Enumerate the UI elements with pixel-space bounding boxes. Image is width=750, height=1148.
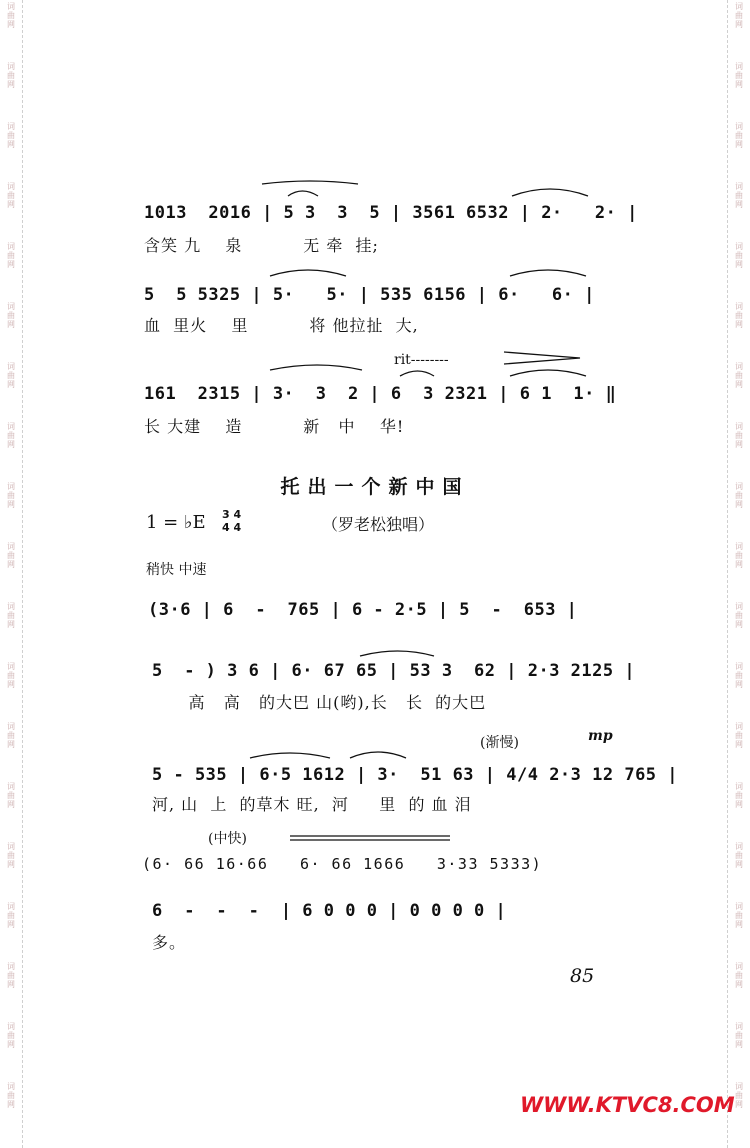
watermark-glyph: 词: [735, 122, 743, 131]
watermark-glyph: 网: [7, 440, 15, 449]
watermark-glyph: 曲: [7, 851, 15, 860]
score-line-3-notes: 161 2315 | 3· 3 2 | 6 3 2321 | 6 1 1· ‖: [144, 384, 617, 404]
watermark-glyph: 曲: [735, 491, 743, 500]
singer-credit: （罗老松独唱）: [322, 515, 435, 534]
score-line-2-lyrics: 血 里火 里 将 他拉扯 大,: [144, 316, 419, 335]
watermark-glyph: 曲: [735, 971, 743, 980]
watermark-glyph: 网: [735, 1040, 743, 1049]
watermark-glyph: 曲: [7, 431, 15, 440]
score-line-1-notes: 1013 2016 | 5 3 3 5 | 3561 6532 | 2· 2· |: [144, 203, 638, 223]
watermark-glyph: 词: [7, 962, 15, 971]
website-watermark: WWW.KTVC8.COM: [520, 1093, 735, 1117]
watermark-glyph: 词: [7, 62, 15, 71]
watermark-glyph: 网: [7, 20, 15, 29]
watermark-glyph: 曲: [735, 1091, 743, 1100]
score-line-5-lyrics: 高 高 的大巴 山(哟),长 长 的大巴: [152, 693, 487, 712]
watermark-glyph: 网: [735, 440, 743, 449]
slur-arc: [250, 753, 330, 758]
watermark-glyph: 曲: [7, 371, 15, 380]
watermark-glyph: 词: [7, 302, 15, 311]
watermark-glyph: 词: [7, 662, 15, 671]
watermark-glyph: 曲: [735, 611, 743, 620]
watermark-glyph: 词: [735, 422, 743, 431]
watermark-glyph: 网: [735, 80, 743, 89]
watermark-glyph: 曲: [735, 191, 743, 200]
watermark-glyph: 网: [735, 680, 743, 689]
watermark-glyph: 网: [7, 320, 15, 329]
watermark-glyph: 网: [7, 380, 15, 389]
score-line-8-lyrics: 多。: [152, 933, 187, 952]
watermark-glyph: 网: [735, 140, 743, 149]
watermark-glyph: 网: [735, 380, 743, 389]
watermark-glyph: 网: [735, 320, 743, 329]
score-line-8-notes: 6 - - - | 6 0 0 0 | 0 0 0 0 |: [152, 901, 507, 921]
watermark-glyph: 词: [7, 422, 15, 431]
watermark-glyph: 网: [735, 20, 743, 29]
slur-arc: [510, 370, 586, 376]
score-line-6-lyrics: 河, 山 上 的草木 旺, 河 里 的 血 泪: [152, 795, 472, 814]
watermark-glyph: 词: [735, 302, 743, 311]
slur-arc: [270, 270, 346, 276]
watermark-glyph: 曲: [7, 791, 15, 800]
watermark-glyph: 曲: [7, 1031, 15, 1040]
watermark-glyph: 网: [7, 680, 15, 689]
watermark-glyph: 曲: [735, 1031, 743, 1040]
watermark-glyph: 网: [735, 200, 743, 209]
watermark-glyph: 词: [7, 842, 15, 851]
watermark-glyph: 曲: [7, 11, 15, 20]
watermark-glyph: 网: [7, 860, 15, 869]
watermark-glyph: 网: [735, 500, 743, 509]
watermark-glyph: 词: [735, 902, 743, 911]
meter-numerators: 3 4: [222, 508, 242, 521]
watermark-glyph: 词: [7, 482, 15, 491]
rit-marking: rit--------: [394, 352, 449, 368]
watermark-glyph: 网: [7, 260, 15, 269]
slur-arc: [270, 365, 362, 370]
watermark-glyph: 网: [735, 860, 743, 869]
watermark-glyph: 曲: [7, 911, 15, 920]
slur-arc: [400, 371, 434, 376]
watermark-glyph: 词: [735, 782, 743, 791]
score-line-1-lyrics: 含笑 九 泉 无 牵 挂;: [144, 236, 379, 255]
watermark-glyph: 曲: [735, 851, 743, 860]
watermark-glyph: 网: [7, 800, 15, 809]
song-title: 托出一个新中国: [280, 476, 470, 498]
watermark-glyph: 曲: [735, 311, 743, 320]
watermark-glyph: 曲: [7, 671, 15, 680]
watermark-glyph: 词: [7, 122, 15, 131]
watermark-glyph: 曲: [7, 491, 15, 500]
crescendo-hairpin: [504, 352, 580, 364]
watermark-glyph: 曲: [735, 71, 743, 80]
slur-arc: [288, 191, 318, 196]
watermark-glyph: 词: [735, 1082, 743, 1091]
tempo-marking: 稍快 中速: [146, 562, 207, 578]
watermark-glyph: 网: [7, 1040, 15, 1049]
watermark-glyph: 曲: [735, 131, 743, 140]
key-signature: 1 = ♭E: [146, 512, 206, 533]
watermark-glyph: 网: [735, 800, 743, 809]
slur-arc: [360, 651, 434, 656]
score-line-6-notes: 5 - 535 | 6·5 1612 | 3· 51 63 | 4/4 2·3 12 765 |: [152, 765, 679, 785]
watermark-glyph: 网: [7, 920, 15, 929]
tempo-change-marking: (中快): [208, 831, 247, 847]
watermark-glyph: 网: [7, 500, 15, 509]
watermark-glyph: 词: [735, 962, 743, 971]
watermark-glyph: 网: [735, 260, 743, 269]
watermark-glyph: 曲: [7, 971, 15, 980]
watermark-glyph: 词: [735, 242, 743, 251]
watermark-glyph: 词: [735, 362, 743, 371]
dynamic-marking: mp: [588, 728, 613, 744]
watermark-glyph: 网: [7, 1100, 15, 1109]
watermark-glyph: 曲: [735, 911, 743, 920]
watermark-glyph: 词: [7, 782, 15, 791]
watermark-glyph: 词: [735, 542, 743, 551]
watermark-glyph: 曲: [7, 1091, 15, 1100]
watermark-glyph: 词: [7, 602, 15, 611]
watermark-glyph: 网: [735, 740, 743, 749]
watermark-glyph: 词: [735, 182, 743, 191]
ritardando-marking: (渐慢): [480, 735, 519, 751]
watermark-glyph: 词: [7, 542, 15, 551]
watermark-glyph: 曲: [7, 131, 15, 140]
watermark-glyph: 网: [7, 980, 15, 989]
watermark-glyph: 曲: [7, 311, 15, 320]
watermark-glyph: 词: [735, 602, 743, 611]
watermark-glyph: 词: [735, 722, 743, 731]
watermark-glyph: 词: [7, 902, 15, 911]
watermark-glyph: 曲: [735, 251, 743, 260]
watermark-glyph: 网: [7, 560, 15, 569]
watermark-glyph: 词: [7, 1082, 15, 1091]
watermark-glyph: 词: [735, 2, 743, 11]
watermark-glyph: 曲: [7, 731, 15, 740]
meter-denominators: 4 4: [222, 521, 242, 534]
watermark-glyph: 网: [7, 140, 15, 149]
watermark-glyph: 网: [7, 200, 15, 209]
page-number: 85: [570, 965, 595, 987]
watermark-glyph: 词: [7, 722, 15, 731]
watermark-glyph: 曲: [7, 191, 15, 200]
watermark-glyph: 网: [735, 920, 743, 929]
watermark-glyph: 网: [735, 980, 743, 989]
watermark-glyph: 曲: [7, 251, 15, 260]
watermark-glyph: 网: [7, 80, 15, 89]
watermark-glyph: 词: [7, 182, 15, 191]
watermark-glyph: 曲: [735, 551, 743, 560]
watermark-glyph: 词: [735, 482, 743, 491]
watermark-glyph: 词: [735, 62, 743, 71]
slur-arc: [262, 181, 358, 184]
watermark-glyph: 曲: [7, 611, 15, 620]
watermark-glyph: 词: [7, 362, 15, 371]
slur-arc: [510, 270, 586, 276]
score-line-2-notes: 5 5 5325 | 5· 5· | 535 6156 | 6· 6· |: [144, 285, 595, 305]
watermark-glyph: 曲: [735, 431, 743, 440]
watermark-glyph: 曲: [735, 791, 743, 800]
watermark-glyph: 词: [735, 1022, 743, 1031]
slur-arc: [350, 752, 406, 758]
watermark-glyph: 词: [7, 2, 15, 11]
watermark-glyph: 词: [735, 662, 743, 671]
watermark-glyph: 网: [735, 560, 743, 569]
score-line-3-lyrics: 长 大建 造 新 中 华!: [144, 417, 405, 436]
watermark-glyph: 曲: [735, 671, 743, 680]
watermark-glyph: 网: [735, 620, 743, 629]
score-line-7-notes: (6· 66 16·66 6· 66 1666 3·33 5333): [142, 855, 543, 873]
watermark-glyph: 词: [7, 242, 15, 251]
watermark-glyph: 词: [7, 1022, 15, 1031]
watermark-glyph: 词: [735, 842, 743, 851]
watermark-glyph: 曲: [735, 371, 743, 380]
watermark-glyph: 网: [735, 1100, 743, 1109]
watermark-glyph: 网: [7, 620, 15, 629]
score-line-5-notes: 5 - ) 3 6 | 6· 67 65 | 53 3 62 | 2·3 2125 |: [152, 661, 636, 681]
watermark-glyph: 曲: [7, 551, 15, 560]
watermark-glyph: 曲: [7, 71, 15, 80]
watermark-glyph: 网: [7, 740, 15, 749]
watermark-glyph: 曲: [735, 731, 743, 740]
score-line-4-notes: (3·6 | 6 - 765 | 6 - 2·5 | 5 - 653 |: [148, 600, 578, 620]
watermark-glyph: 曲: [735, 11, 743, 20]
slur-arc: [512, 189, 588, 196]
